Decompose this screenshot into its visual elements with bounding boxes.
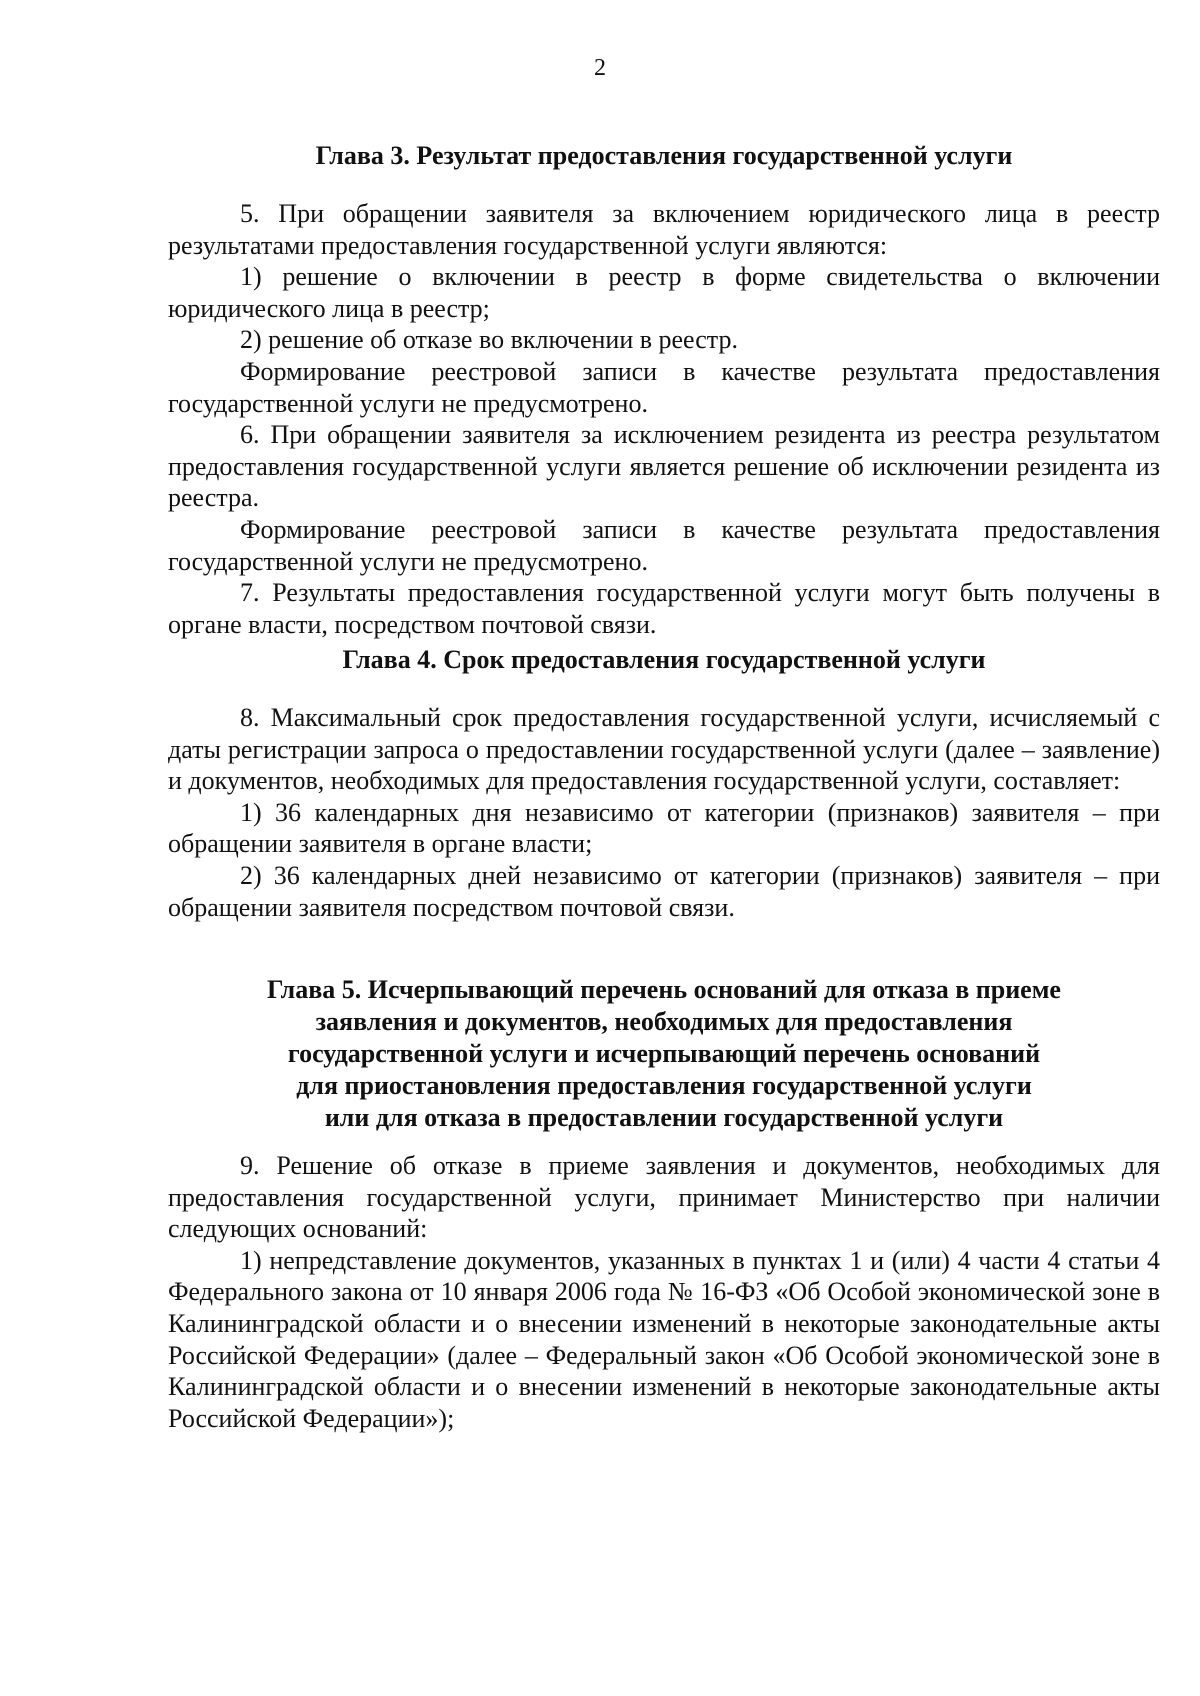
paragraph-5-item-1: 1) решение о включении в реестр в форме свидетельства о включении юридического лица в реестр; <box>168 262 1160 323</box>
chapter-4-body <box>168 702 1160 923</box>
paragraph-9: 9. Решение об отказе в приеме заявления и документов, необходимых для предоставления государственной услуги, принимает Министерство при наличии следующих оснований: <box>168 1151 1160 1244</box>
paragraph-6: 6. При обращении заявителя за исключением резидента из реестра результатом предоставления государственной услуги является решение об исключении резидента из реестра. <box>168 420 1160 513</box>
chapter-4-heading: Глава 4. Срок предоставления государственной услуги <box>342 645 986 674</box>
paragraph-9-item-1: 1) непредставление документов, указанных в пунктах 1 и (или) 4 части 4 статьи 4 Федерального закона от 10 января 2006 года № 16-ФЗ «Об Особой экономической зоне в Калининградской области и о внесении изменений в некоторые законодательные акты Российской Федерации» (далее – Федеральный закон «Об Особой экономической зоне в Калининградской области и о внесении изменений в некоторые законодательные акты Российской Федерации»); <box>168 1245 1160 1433</box>
chapter-5-heading-line: для приостановления предоставления государственной услуги <box>296 1071 1032 1100</box>
chapter-5-heading-line: или для отказа в предоставлении государственной услуги <box>324 1103 1004 1132</box>
paragraph-8-item-1: 1) 36 календарных дня независимо от категории (признаков) заявителя – при обращении заявителя в органе власти; <box>168 797 1160 859</box>
page-number: 2 <box>594 55 606 81</box>
chapter-5-heading <box>168 974 1160 1134</box>
chapter-5-heading-line: Глава 5. Исчерпывающий перечень оснований для отказа в приеме <box>267 975 1061 1004</box>
paragraph-8-item-2: 2) 36 календарных дней независимо от категории (признаков) заявителя – при обращении заявителя посредством почтовой связи. <box>168 860 1160 922</box>
chapter-3-body <box>168 198 1160 640</box>
paragraph-5: 5. При обращении заявителя за включением юридического лица в реестр результатами предоставления государственной услуги являются: <box>168 199 1160 260</box>
chapter-5-heading-line: государственной услуги и исчерпывающий перечень оснований <box>287 1039 1041 1068</box>
paragraph-6-note: Формирование реестровой записи в качестве результата предоставления государственной услуги не предусмотрено. <box>168 514 1160 576</box>
paragraph-7: 7. Результаты предоставления государственной услуги могут быть получены в органе власти, посредством почтовой связи. <box>168 578 1160 639</box>
chapter-5-body <box>168 1150 1160 1434</box>
paragraph-5-note: Формирование реестровой записи в качестве результата предоставления государственной услуги не предусмотрено. <box>168 356 1160 418</box>
paragraph-5-item-2: 2) решение об отказе во включении в реестр. <box>240 325 738 355</box>
chapter-3-heading: Глава 3. Результат предоставления государственной услуги <box>315 141 1013 170</box>
chapter-5-heading-line: заявления и документов, необходимых для предоставления <box>315 1007 1013 1036</box>
paragraph-8: 8. Максимальный срок предоставления государственной услуги, исчисляемый с даты регистрации запроса о предоставлении государственной услуги (далее – заявление) и документов, необходимых для предоставления государственной услуги, составляет: <box>168 703 1160 796</box>
